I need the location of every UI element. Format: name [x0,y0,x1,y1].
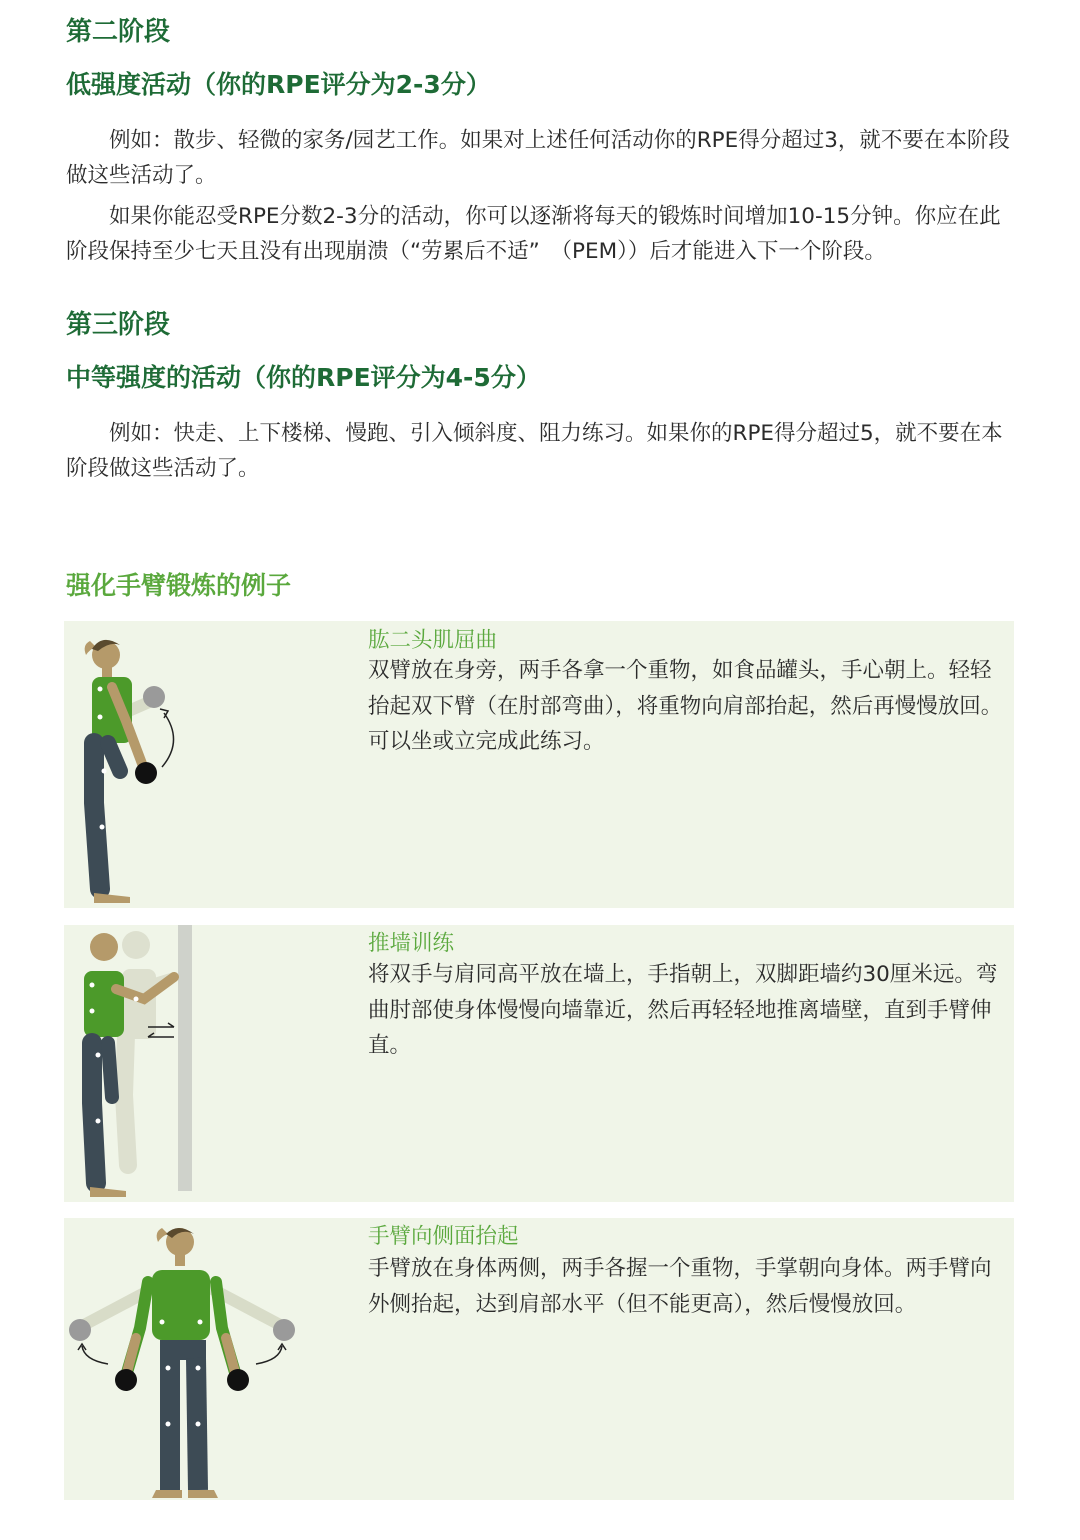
bicep-curl-figure-icon [64,621,364,908]
exercise-description: 双臂放在身旁，两手各拿一个重物，如食品罐头，手心朝上。轻轻抬起双下臂（在肘部弯曲），将重物向肩部抬起，然后再慢慢放回。可以坐或立完成此练习。 [368,658,1003,754]
stage2-heading: 第二阶段 [66,17,171,47]
exercise-card-wall-push [64,925,1014,1202]
stage2-paragraph-1: 例如：散步、轻微的家务/园艺工作。如果对上述任何活动你的RPE得分超过3，就不要在本阶段做这些活动了。 [66,128,1010,188]
stage2-paragraph-2: 如果你能忍受RPE分数2-3分的活动，你可以逐渐将每天的锻炼时间增加10-15分钟。你应在此阶段保持至少七天且没有出现崩溃（“劳累后不适” （PEM））后才能进入下一个阶段。 [66,204,1001,264]
stage3-heading: 第三阶段 [66,310,171,340]
lateral-raise-figure-icon [64,1218,364,1500]
exercise-title: 推墙训练 [368,931,455,956]
stage2-subheading: 低强度活动（你的RPE评分为2-3分） [66,70,491,99]
wall-push-figure-icon [64,925,364,1202]
section-title: 强化手臂锻炼的例子 [66,571,292,600]
stage3-subheading: 中等强度的活动（你的RPE评分为4-5分） [66,363,541,392]
exercise-card-lateral-raise [64,1218,1014,1500]
exercise-description: 手臂放在身体两侧，两手各握一个重物，手掌朝向身体。两手臂向外侧抬起，达到肩部水平（但不能更高），然后慢慢放回。 [368,1256,992,1317]
exercise-card-bicep-curl [64,621,1014,908]
stage3-paragraph-1: 例如：快走、上下楼梯、慢跑、引入倾斜度、阻力练习。如果你的RPE得分超过5，就不要在本阶段做这些活动了。 [66,421,1003,481]
exercise-title: 肱二头肌屈曲 [368,628,498,653]
exercise-description: 将双手与肩同高平放在墙上，手指朝上，双脚距墙约30厘米远。弯曲肘部使身体慢慢向墙靠近，然后再轻轻地推离墙壁，直到手臂伸直。 [368,962,998,1058]
exercise-title: 手臂向侧面抬起 [368,1224,519,1249]
